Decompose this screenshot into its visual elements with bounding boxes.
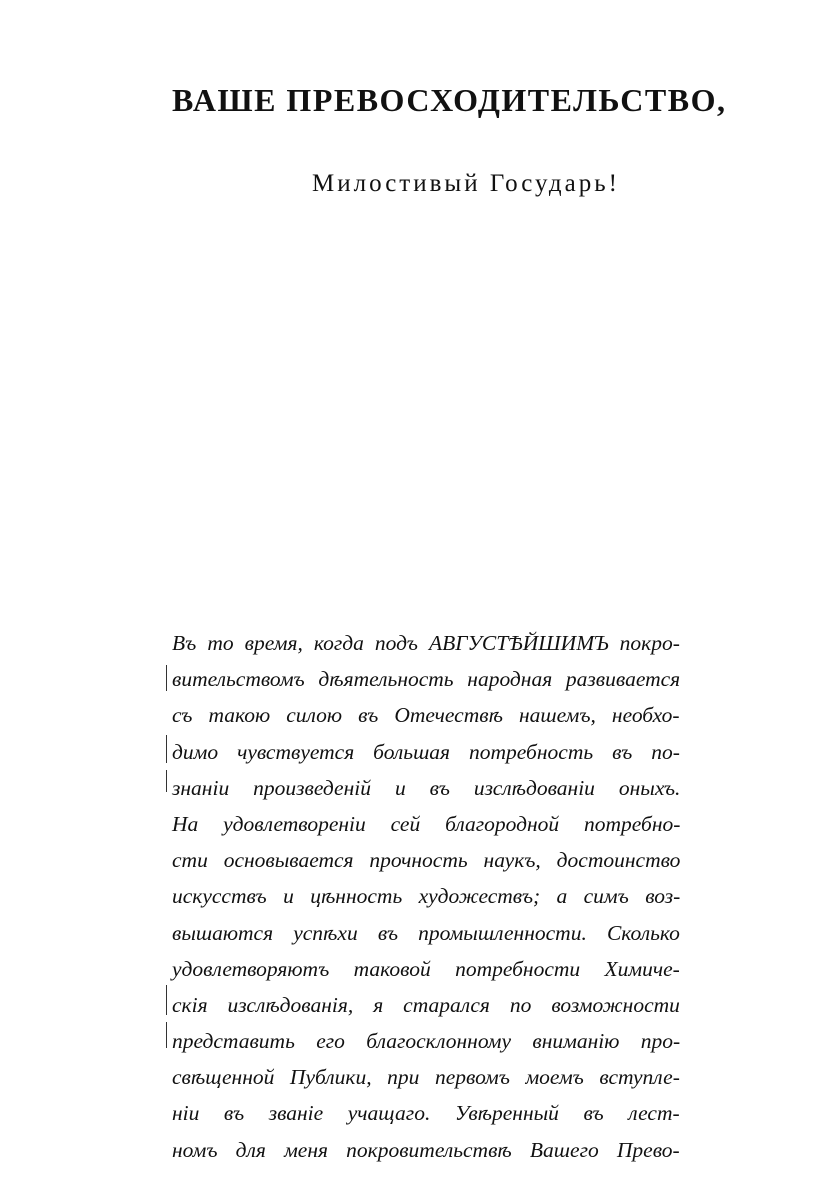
body-paragraph <box>172 625 680 1168</box>
body-line: свѣщенной Публики, при первомъ моемъ вступле- <box>172 1065 680 1090</box>
body-line: ніи въ званіе учащаго. Увѣренный въ лест- <box>172 1101 680 1126</box>
body-line: скія изслѣдованія, я старался по возможности <box>172 992 680 1017</box>
margin-scan-mark <box>166 770 167 792</box>
body-line: удовлетворяютъ таковой потребности Химиче- <box>172 956 680 981</box>
body-line: вительствомъ дѣятельность народная развивается <box>172 667 681 692</box>
body-line: представить его благосклонному вниманію про- <box>172 1029 681 1054</box>
margin-scan-mark <box>166 1022 167 1048</box>
body-line: Въ то время, когда подъ АВГУСТѢЙШИМЪ покро- <box>172 631 680 655</box>
body-line: вышаются успѣхи въ промышленности. Сколько <box>172 920 680 945</box>
body-line: На удовлетвореніи сей благородной потребно- <box>172 811 681 836</box>
body-line: сти основывается прочность наукъ, достоинство <box>172 848 681 873</box>
body-line: димо чувствуется большая потребность въ по- <box>172 739 680 764</box>
body-line: номъ для меня покровительствѣ Вашего Прево- <box>172 1137 680 1162</box>
margin-scan-mark <box>166 665 167 691</box>
margin-scan-mark <box>166 735 167 763</box>
margin-scan-mark <box>166 985 167 1015</box>
salutation-heading: ВАШЕ ПРЕВОСХОДИТЕЛЬСТВО, <box>172 82 727 118</box>
body-line: съ такою силою въ Отечествѣ нашемъ, необхо- <box>172 703 680 728</box>
body-line: знаніи произведеній и въ изслѣдованіи оныхъ. <box>172 775 681 800</box>
body-line: искусствъ и цѣнность художествъ; а симъ воз- <box>172 884 681 909</box>
address-line: Милостивый Государь! <box>312 170 620 197</box>
